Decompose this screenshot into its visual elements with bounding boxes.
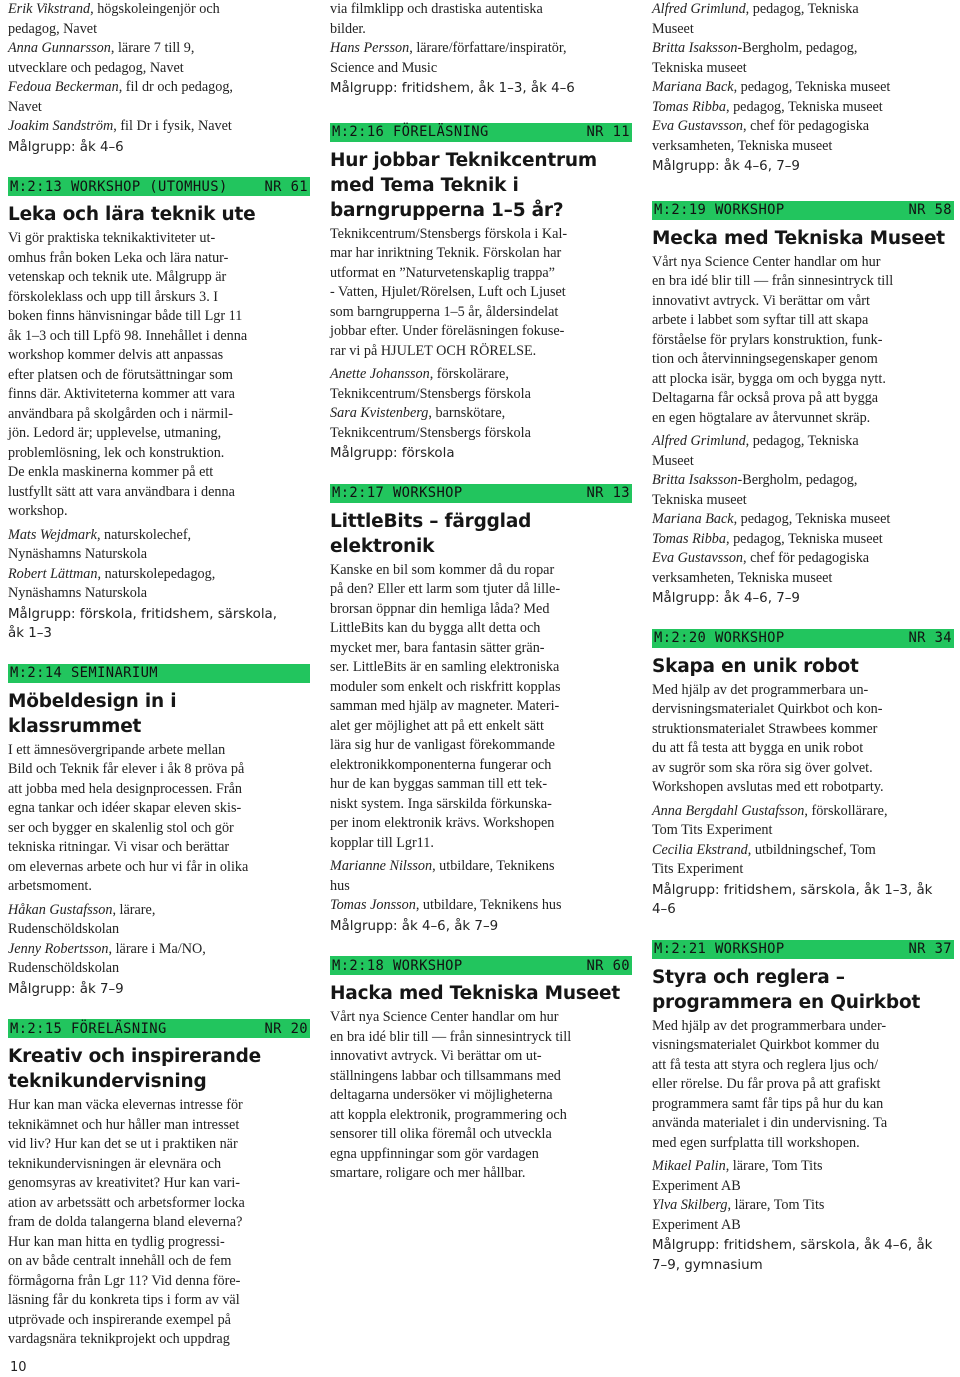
text-line: sensorer till olika föremål och utveckla (330, 1126, 552, 1142)
text-line: Nynäshamns Naturskola (8, 546, 148, 562)
session-code: M:2:16 FÖRELÄSNING (332, 124, 489, 140)
text-line: med Tema Teknik i (330, 174, 519, 196)
text-line: ser. LittleBits är en samling elektroniska (330, 659, 560, 675)
text-line: Robert Lättman, naturskolepedagog, (8, 565, 216, 582)
text-line: dervisningsmaterialet Quirkbot och kon- (652, 701, 883, 717)
session-presenters (8, 901, 310, 979)
target-group (652, 589, 954, 609)
session-nr: NR 34 (908, 630, 952, 646)
text-line: läsning får du konkreta tips i form av väl (8, 1292, 240, 1308)
text-line: samman med hjälp av magneter. Materi- (330, 698, 560, 714)
target-group (652, 1236, 954, 1275)
session-title: Mecka med Tekniska Museet (652, 227, 945, 249)
text-line: 7–9, gymnasium (652, 1257, 763, 1273)
session-title (652, 965, 954, 1015)
text-line: Teknikcentrum/Stensbergs förskola (330, 385, 531, 402)
text-line: Målgrupp: åk 4–6, åk 7–9 (330, 918, 499, 934)
session-title: Möbeldesign in i klassrummet (8, 690, 177, 737)
text-line: hus (330, 877, 350, 894)
target-group: Målgrupp: åk 4–6 (8, 139, 124, 155)
text-line: pedagog, Navet (8, 20, 98, 37)
text-line: Kreativ och inspirerande (8, 1046, 262, 1067)
text-line: programmera samt får tips på hur du kan (652, 1095, 884, 1112)
session-description (8, 229, 310, 522)
text-line: Tits Experiment (652, 861, 744, 877)
session-code: M:2:21 WORKSHOP (654, 941, 785, 957)
session-code: M:2:20 WORKSHOP (654, 630, 785, 646)
text-line: hur de kan byggas samman till ett tek- (330, 776, 548, 792)
session-presenters (652, 1157, 954, 1235)
text-line: omhus från boken Leka och lära natur- (8, 249, 229, 266)
text-line: Målgrupp: fritidshem, särskola, åk 4–6, åk (652, 1238, 933, 1253)
text-line: De enkla maskinerna kommer på ett (8, 464, 214, 480)
text-line: via filmklipp och drastiska autentiska (330, 1, 543, 17)
text-line: Rudenschöldskolan (8, 960, 120, 976)
text-line: LittleBits kan du bygga allt detta och (330, 620, 541, 636)
text-line: arbetsmoment. (8, 878, 92, 894)
text-line: utformat en ”Naturvetenskaplig trappa” (330, 264, 555, 281)
text-line: använda materialet i din undervisning. Ta (652, 1115, 888, 1131)
text-line: teknikämnet och hur håller man intresset (8, 1116, 240, 1133)
text-line: förmågorna från Lgr 11? Vid denna före- (8, 1272, 241, 1289)
text-line: verksamheten, Tekniska museet (652, 569, 833, 586)
session-nr: NR 37 (908, 941, 952, 957)
session-presenters (330, 365, 632, 443)
session-presenters (652, 432, 954, 588)
session-title: Hacka med Tekniska Museet (330, 983, 620, 1004)
text-line: Britta Isaksson-Bergholm, pedagog, (652, 40, 858, 56)
text-line: Nynäshamns Naturskola (8, 585, 148, 601)
session-description (652, 253, 954, 429)
text-line: egna uppfinningar som gör vardagen (330, 1145, 539, 1162)
column-1 (8, 0, 310, 1350)
text-line: alet ger möjlighet att på ett enkelt sätt (330, 717, 544, 734)
text-line: att koppla elektronik, programmering och (330, 1106, 567, 1123)
presenters-list (652, 0, 954, 156)
text-line: med egen surfplatta till workshopen. (652, 1134, 860, 1151)
text-line: verksamheten, Tekniska museet (652, 137, 833, 154)
text-line: Rudenschöldskolan (8, 921, 120, 937)
text-line: Målgrupp: åk 7–9 (8, 981, 124, 997)
text-line: Målgrupp: förskola (330, 446, 455, 461)
text-line: elektronikkomponenterna fungerar och (330, 756, 552, 773)
text-line: mycket mer, bara fantasin sätter grän- (330, 639, 545, 656)
text-line: brorsan öppnar din hemliga låda? Med (330, 600, 550, 617)
column-3 (652, 0, 954, 1275)
column-2 (330, 0, 632, 1184)
text-line: en bra idé blir till — från sinnesintryck till (652, 273, 894, 289)
session-bar-m216 (330, 123, 632, 142)
text-line: jön. Ledord är; upplevelse, utmaning, (8, 425, 222, 441)
text-line: efter platsen och de förutsättningar som (8, 366, 233, 383)
text-line: Joakim Sandström, fil Dr i fysik, Navet (8, 118, 232, 134)
text-line: ställningens labbar och tillsammans med (330, 1067, 561, 1084)
session-code: M:2:19 WORKSHOP (654, 202, 785, 218)
text-line: Mariana Back, pedagog, Tekniska museet (652, 511, 891, 527)
text-line: en egen högtalare av återvunnet skräp. (652, 409, 871, 426)
text-line: Anna Bergdahl Gustafsson, förskollärare, (652, 802, 888, 819)
session-code: M:2:15 FÖRELÄSNING (10, 1020, 167, 1037)
text-line: egna tankar och idéer skapar eleven skis- (8, 800, 242, 816)
text-line: innovativt avtryck. Vi berättar om ut- (330, 1048, 542, 1064)
text-line: barngrupperna 1–5 år? (330, 199, 564, 221)
text-line: finns där. Aktiviteterna kommer att vara (8, 386, 235, 402)
text-line: Hur kan man hitta en tydlig progressi- (8, 1233, 225, 1250)
text-line: lustfyllt sätt att vara användbara i denna (8, 483, 235, 500)
text-line: struktionsmaterialet Strawbees kommer (652, 720, 878, 737)
text-line: ation av arbetssätt och arbetsformer locka (8, 1194, 245, 1211)
text-line: förståelse för prylars konstruktion, funk- (652, 331, 883, 348)
session-description (8, 1096, 310, 1350)
session-title (330, 148, 632, 223)
session-bar-m218 (330, 956, 632, 975)
page-number: 10 (10, 1360, 27, 1375)
text-line: Målgrupp: förskola, fritidshem, särskola, (8, 606, 278, 622)
session-description (330, 225, 632, 362)
session-bar-m213 (8, 177, 310, 196)
text-line: förskoleklass och upp till årskurs 3. I (8, 288, 219, 305)
text-line: Teknikcentrum/Stensbergs förskola (330, 424, 531, 441)
text-line: deltagarna undersöker vi möjligheterna (330, 1087, 553, 1103)
text-line: innovativt avtryck. Vi berättar om vårt (652, 292, 870, 309)
text-line: Museet (652, 452, 694, 469)
session-presenters (330, 857, 632, 916)
text-line: Alfred Grimlund, pedagog, Tekniska (652, 433, 859, 449)
text-line: Mikael Palin, lärare, Tom Tits (652, 1158, 823, 1174)
text-line: genomsyras av kreativitet? Hur kan vari- (8, 1175, 241, 1191)
text-line: Med hjälp av det programmerbara un- (652, 681, 869, 698)
text-line: utprövade och inspirerande exempel på (8, 1311, 231, 1328)
text-line: Science and Music (330, 59, 438, 76)
text-line: 4–6 (652, 902, 676, 917)
session-code: M:2:13 WORKSHOP (UTOMHUS) (10, 178, 228, 195)
text-line: Workshopen avslutas med ett robotparty. (652, 779, 884, 795)
session-description (8, 741, 310, 897)
text-line: om elevernas arbete och hur vi får in olika (8, 858, 249, 875)
text-line: Bild och Teknik får elever i åk 8 pröva på (8, 761, 245, 777)
text-line: Tekniska museet (652, 491, 747, 508)
target-group (330, 917, 632, 937)
target-group: Målgrupp: åk 4–6, 7–9 (652, 159, 800, 174)
target-group (652, 881, 954, 920)
text-line: Mariana Back, pedagog, Tekniska museet (652, 79, 891, 95)
text-line: Styra och reglera – (652, 966, 845, 988)
session-bar-m214 (8, 664, 310, 683)
text-line: tion och återvinningsegenskaper genom (652, 351, 878, 367)
text-line: kopplar till Lgr11. (330, 834, 434, 851)
text-line: Eva Gustavsson, chef för pedagogiska (652, 118, 870, 134)
text-line: Navet (8, 98, 42, 115)
target-group: Målgrupp: fritidshem, åk 1–3, åk 4–6 (330, 81, 575, 96)
text-line: Alfred Grimlund, pedagog, Tekniska (652, 1, 859, 17)
text-line: Museet (652, 20, 694, 37)
session-code: M:2:18 WORKSHOP (332, 957, 463, 974)
session-title: LittleBits – färgglad elektronik (330, 510, 532, 557)
text-line: smartare, roligare och mer hållbar. (330, 1165, 526, 1181)
text-line: Anna Gunnarsson, lärare 7 till 9, (8, 40, 195, 56)
text-line: mar har inriktning Teknik. Förskolan har (330, 245, 562, 261)
session-nr: NR 61 (264, 178, 308, 195)
text-line: du att få testa att bygga en unik robot (652, 740, 864, 756)
text-line: en bra idé blir till — från sinnesintryck till (330, 1028, 572, 1045)
text-line: Eva Gustavsson, chef för pedagogiska (652, 550, 870, 566)
session-nr: NR 11 (586, 124, 630, 140)
session-presenters (8, 526, 310, 604)
text-line: Målgrupp: fritidshem, särskola, åk 1–3, åk (652, 882, 933, 898)
text-line: att jobba med hela designprocessen. Från (8, 780, 243, 797)
text-line: vardagsnära teknikprojekt och uppdrag (8, 1331, 230, 1347)
text-line: av sugrör som ska röra sig över golvet. (652, 759, 873, 776)
text-line: Fedoua Beckerman, fil dr och pedagog, (8, 79, 233, 95)
text-line: Deltagarna får också prova på att bygga (652, 390, 879, 406)
session-code: M:2:17 WORKSHOP (332, 485, 463, 501)
session-bar-m217 (330, 484, 632, 503)
session-code: M:2:14 SEMINARIUM (10, 665, 159, 681)
text-line: vetenskap och teknik ute. Målgrupp är (8, 269, 227, 285)
session-bar-m215 (8, 1019, 310, 1038)
text-line: Tomas Ribba, pedagog, Tekniska museet (652, 530, 883, 547)
text-line: som barngrupperna 1–5 år, åldersindelat (330, 303, 559, 320)
text-line: utvecklare och pedagog, Navet (8, 59, 184, 76)
session-bar-m219 (652, 201, 954, 220)
session-description (330, 561, 632, 854)
session-description (330, 1008, 632, 1184)
session-bar-m220 (652, 629, 954, 648)
text-line: jobbar efter. Under föreläsningen fokuse- (330, 323, 565, 339)
text-line: Vårt nya Science Center handlar om hur (652, 253, 881, 270)
text-line: Cecilia Ekstrand, utbildningschef, Tom (652, 841, 876, 858)
text-line: användbara på skolgården och i närmil- (8, 405, 233, 422)
text-line: boken finns hänvisningar både till Lgr 11 (8, 308, 243, 324)
text-line: programmera en Quirkbot (652, 991, 921, 1013)
text-line: moduler som enkelt och riskfritt kopplas (330, 678, 561, 695)
text-line: Vi gör praktiska teknikaktiviteter ut- (8, 230, 216, 246)
text-line: per inom elektronik krävs. Workshopen (330, 815, 555, 831)
session-nr: NR 60 (586, 957, 630, 974)
session-bar-m221 (652, 940, 954, 959)
text-line: åk 1–3 (8, 626, 52, 641)
text-line: Experiment AB (652, 1177, 741, 1194)
text-line: Vårt nya Science Center handlar om hur (330, 1009, 559, 1025)
presenters-list (8, 0, 310, 137)
session-description (652, 681, 954, 798)
text-line: - Vatten, Hjulet/Rörelsen, Luft och Ljuset (330, 284, 566, 300)
text-line: Håkan Gustafsson, lärare, (8, 901, 156, 918)
text-line: Mats Wejdmark, naturskolechef, (8, 526, 192, 543)
text-line: Hans Persson, lärare/författare/inspiratör, (330, 40, 567, 56)
session-nr: NR 13 (586, 485, 630, 501)
text-line: Experiment AB (652, 1216, 741, 1233)
text-line: Tomas Jonsson, utbildare, Teknikens hus (330, 897, 562, 913)
text-line: lära sig hur de vanligast förekommande (330, 737, 555, 753)
session-title (8, 1044, 310, 1094)
text-line: arbete i labbet som syftar till att skapa (652, 312, 869, 328)
text-line: Britta Isaksson-Bergholm, pedagog, (652, 472, 858, 488)
text-line: tekniska ritningar. Vi visar och berättar (8, 839, 230, 855)
text-line: rar vi på HJULET OCH RÖRELSE. (330, 342, 537, 359)
text-line: Tom Tits Experiment (652, 822, 773, 838)
text-line: Teknikcentrum/Stensbergs förskola i Kal- (330, 225, 568, 242)
text-line: workshop. (8, 503, 68, 519)
text-line: Målgrupp: åk 4–6, 7–9 (652, 591, 800, 606)
text-line: Hur kan man väcka elevernas intresse för (8, 1097, 243, 1113)
text-line: Kanske en bil som kommer då du ropar (330, 561, 555, 578)
text-line: problemlösning, lek och konstruktion. (8, 444, 225, 461)
text-line: eller rörelse. Du får prova på att grafiskt (652, 1076, 881, 1092)
text-line: att få testa att styra och reglera ljus och/ (652, 1056, 879, 1073)
session-presenters (652, 802, 954, 880)
text-line: Med hjälp av det programmerbara under- (652, 1017, 887, 1034)
continued-text (330, 0, 632, 78)
text-line: Tekniska museet (652, 59, 747, 76)
text-line: Hur jobbar Teknikcentrum (330, 149, 597, 171)
target-group (330, 444, 632, 464)
text-line: Jenny Robertsson, lärare i Ma/NO, (8, 940, 206, 957)
session-description (652, 1017, 954, 1154)
text-line: teknikundervisning (8, 1071, 207, 1092)
session-nr: NR 20 (264, 1020, 308, 1037)
text-line: visningsmaterialet Quirkbot kommer du (652, 1037, 880, 1053)
text-line: I ett ämnesövergripande arbete mellan (8, 741, 226, 758)
session-title: Skapa en unik robot (652, 655, 859, 677)
text-line: niskt system. Inga särskilda förkunska- (330, 795, 552, 812)
session-nr: NR 58 (908, 202, 952, 218)
text-line: Marianne Nilsson, utbildare, Teknikens (330, 858, 555, 874)
text-line: åk 1–3 och till Lpfö 98. Innehållet i denna (8, 327, 248, 344)
text-line: att plocka isär, bygga om och bygga nytt. (652, 370, 886, 387)
text-line: Erik Vikstrand, högskoleingenjör och (8, 1, 220, 17)
text-line: ser och bygger en skalenlig stol och gör (8, 819, 234, 836)
text-line: fram de dolda talangerna bland eleverna? (8, 1214, 243, 1230)
session-title: Leka och lära teknik ute (8, 204, 256, 225)
text-line: Ylva Skilberg, lärare, Tom Tits (652, 1197, 825, 1213)
text-line: vid liv? Hur kan det se ut i praktiken när (8, 1136, 238, 1152)
text-line: på den? Eller ett larm som tjuter då lille- (330, 581, 561, 597)
text-line: Tomas Ribba, pedagog, Tekniska museet (652, 98, 883, 115)
target-group (8, 605, 310, 644)
text-line: Anette Johansson, förskolärare, (330, 366, 509, 382)
text-line: on av både centralt innehåll och de fem (8, 1253, 232, 1269)
text-line: workshop kommer delvis att anpassas (8, 347, 224, 363)
text-line: teknikundervisningen är elevnära och (8, 1155, 222, 1172)
target-group (8, 980, 310, 1000)
text-line: Sara Kvistenberg, barnskötare, (330, 405, 506, 421)
text-line: bilder. (330, 20, 366, 37)
